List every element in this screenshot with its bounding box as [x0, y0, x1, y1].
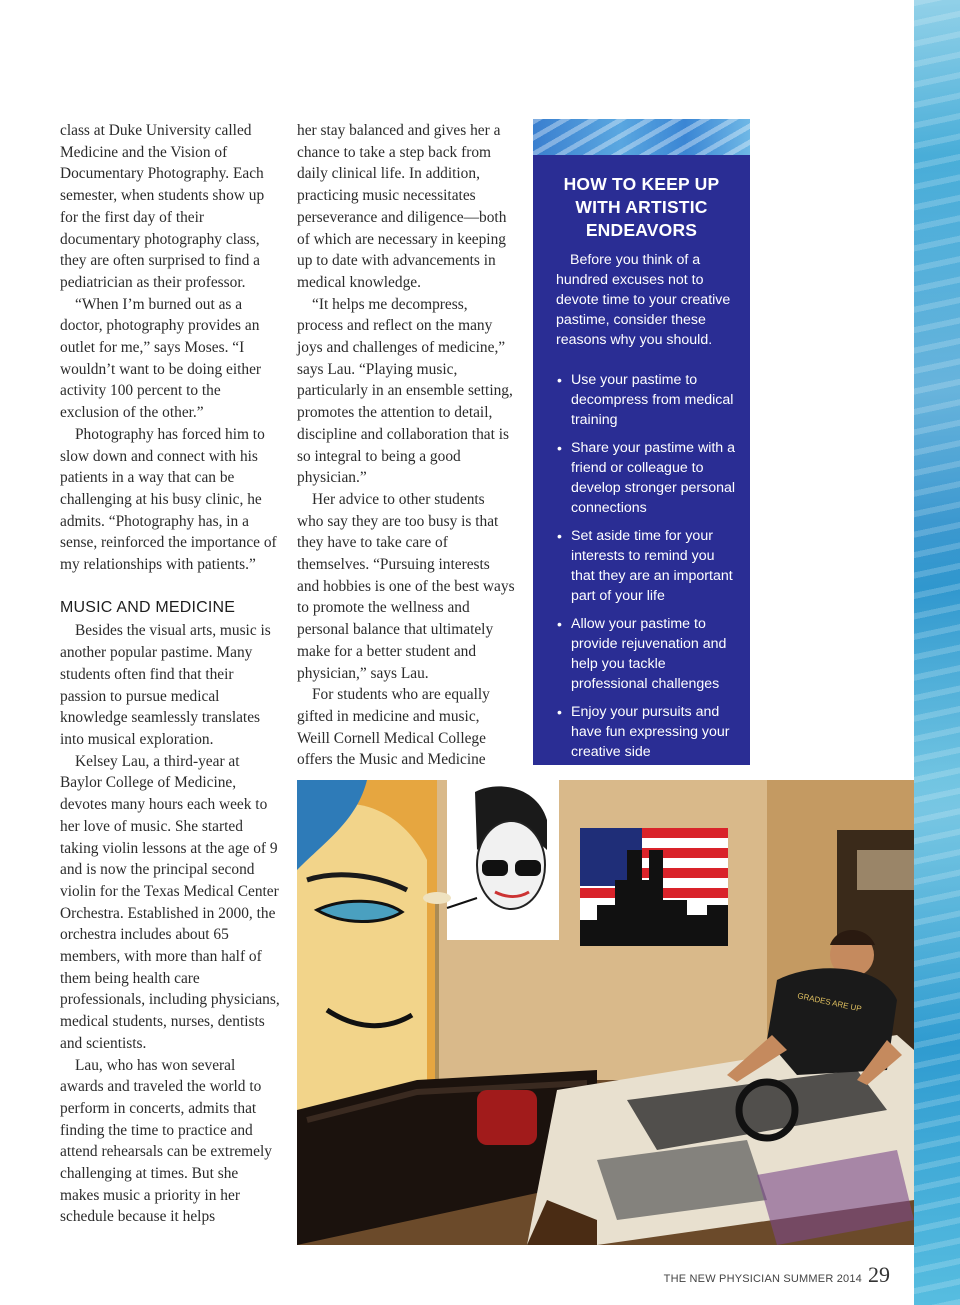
flag-painting	[580, 828, 728, 946]
tip-text: Enjoy your pursuits and have fun expressing your creative side	[571, 704, 730, 760]
sidebar-title: HOW TO KEEP UP WITH ARTISTIC ENDEAVORS	[563, 174, 720, 240]
body-paragraph: Besides the visual arts, music is another popular pastime. Many students often find that their passion to pursue medical knowledge seamlessly translates into musical exploration.	[60, 622, 271, 748]
portrait-painting	[447, 780, 559, 940]
painted-edge-decoration	[914, 0, 960, 1305]
sidebar-paint-header	[533, 119, 750, 155]
tip-text: Share your pastime with a friend or colleague to develop stronger personal connections	[571, 440, 736, 516]
bullet-icon: •	[557, 372, 562, 388]
page-number: 29	[868, 1262, 890, 1287]
list-item	[557, 614, 738, 694]
body-paragraph: her stay balanced and gives her a chance to take a step back from daily clinical life. In addition, practicing music necessitates perseverance and diligence—both of which are necessary in keeping up to date with advancements in medical knowledge.	[297, 122, 507, 291]
section-subhead: MUSIC AND MEDICINE	[60, 598, 236, 616]
bullet-icon: •	[557, 616, 562, 632]
tips-sidebar	[533, 119, 750, 765]
list-item	[557, 526, 738, 606]
body-paragraph: Photography has forced him to slow down and connect with his patients in a way that can be challenging at his busy clinic, he admits. “Photography has, in a sense, reinforced the importance of my relationships with patients.”	[60, 425, 277, 574]
body-paragraph: class at Duke University called Medicine and the Vision of Documentary Photography. Each semester, when students show up for the first day of their documentary photography class, they are often surprised to find a pediatrician as their professor.	[60, 122, 265, 291]
body-paragraph: “It helps me decompress, process and reflect on the many joys and challenges of medicine,” says Lau. “Playing music, particularly in an ensemble setting, promotes the attention to detail, discipline and collaboration that is so integral to being a good physician.”	[297, 295, 513, 487]
list-item	[557, 438, 738, 518]
page-footer	[664, 1262, 890, 1288]
bullet-icon: •	[557, 440, 562, 456]
list-item	[557, 370, 738, 430]
studio-photo	[297, 780, 914, 1245]
body-paragraph: Her advice to other students who say they are too busy is that they have to take care of themselves. “Pursuing interests and hobbies is one of the best ways to promote the wellness and personal balance that ultimately make for a better student and physician,” says Lau.	[297, 490, 515, 682]
list-item	[557, 702, 738, 762]
publication-info: THE NEW PHYSICIAN SUMMER 2014	[663, 1273, 862, 1285]
sidebar-intro: Before you think of a hundred excuses not to devote time to your creative pastime, consider these reasons why you should.	[556, 252, 731, 348]
shirt-text: GRADES ARE UP	[796, 991, 863, 1014]
article-column-2	[297, 120, 515, 771]
bullet-icon: •	[557, 704, 562, 720]
studio-photo-illustration	[297, 780, 914, 1245]
tip-text: Allow your pastime to provide rejuvenation and help you tackle professional challenges	[571, 616, 727, 692]
bullet-icon: •	[557, 528, 562, 544]
tip-text: Use your pastime to decompress from medical training	[571, 372, 734, 428]
body-paragraph: Lau, who has won several awards and traveled the world to perform in concerts, admits that finding the time to practice and attend rehearsals can be extremely challenging at times. But she makes music a priority in her schedule because it helps	[60, 1056, 272, 1226]
body-paragraph: Kelsey Lau, a third-year at Baylor College of Medicine, devotes many hours each week to her love of music. She started taking violin lessons at the age of 9 and is now the principal second violin for the Texas Medical Center Orchestra. Established in 2000, the orchestra includes about 65 members, with more than half of them being health care professionals, including physicians, medical students, nurses, dentists and scientists.	[60, 752, 280, 1052]
article-column-1	[60, 120, 280, 1228]
body-paragraph: “When I’m burned out as a doctor, photography provides an outlet for me,” says Moses. “I wouldn’t want to be doing either activity 100 percent to the exclusion of the other.”	[60, 295, 262, 422]
tip-text: Set aside time for your interests to remind you that they are an important part of your life	[571, 528, 733, 604]
body-paragraph: For students who are equally gifted in medicine and music, Weill Cornell Medical College offers the Music and Medicine	[297, 686, 490, 769]
sidebar-tips-list	[533, 370, 750, 762]
